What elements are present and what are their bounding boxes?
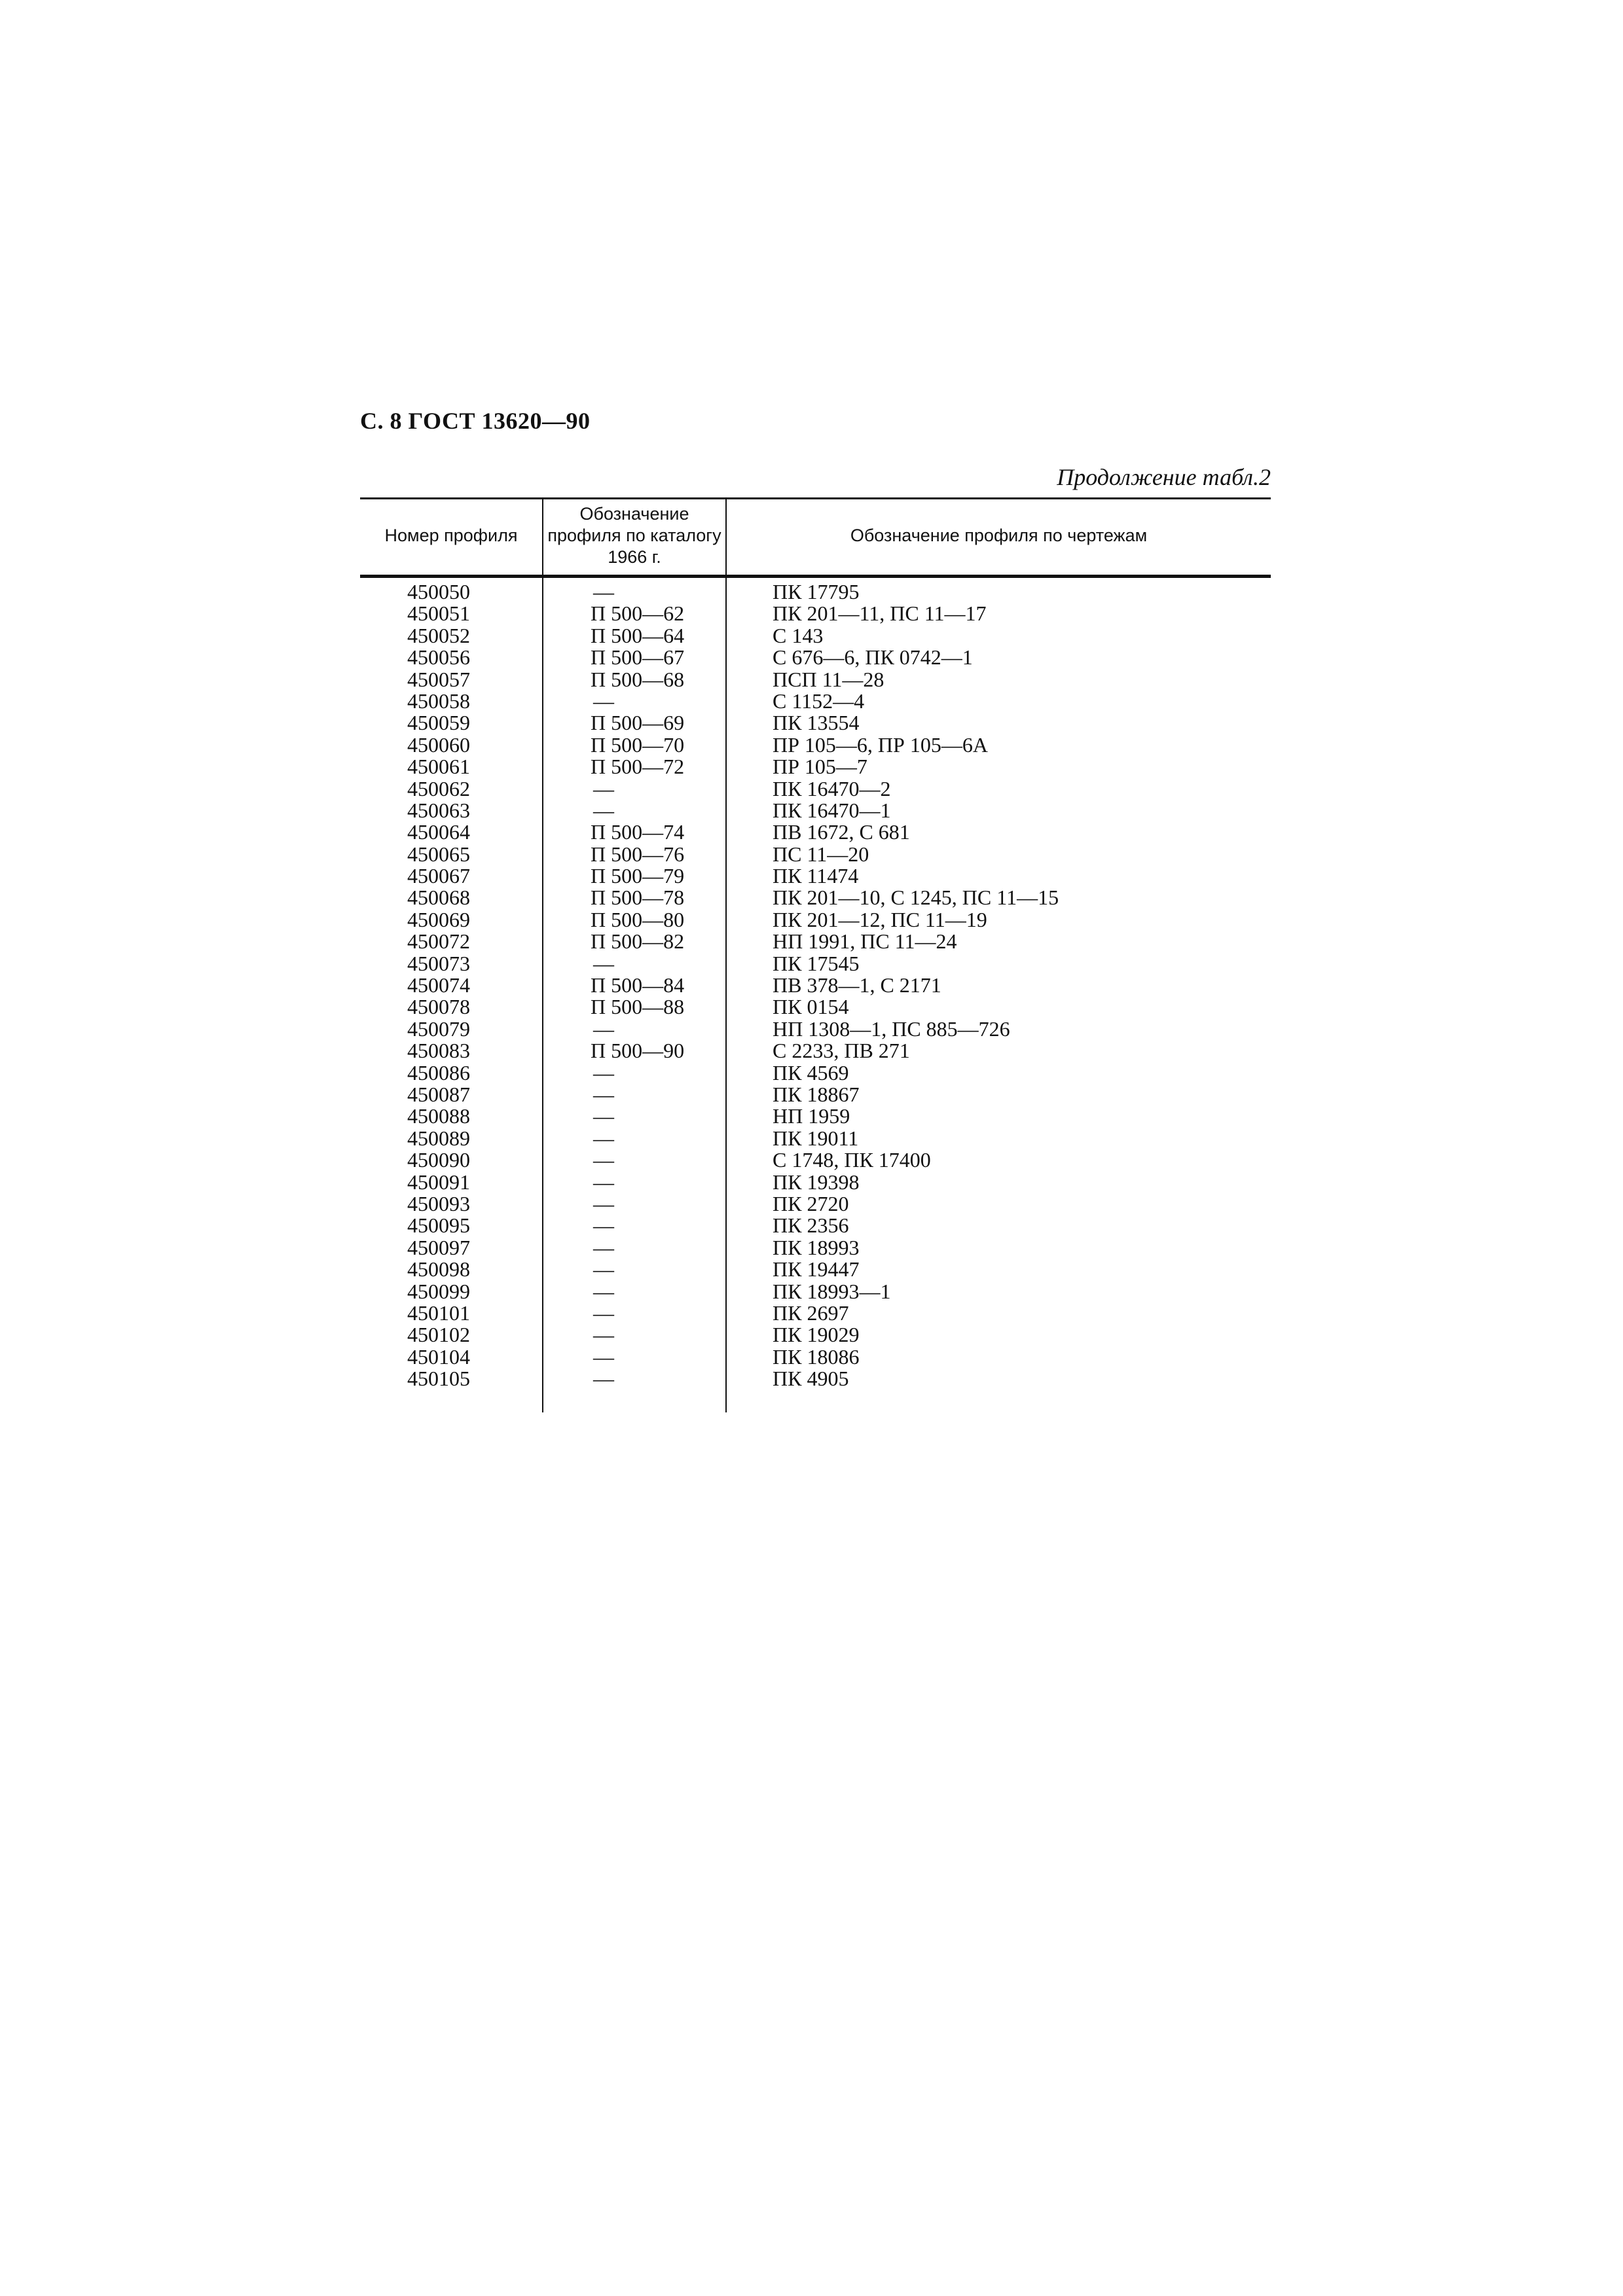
cell-drawing-designation: ПК 11474 <box>773 864 859 888</box>
cell-catalog-designation: — <box>593 1126 614 1150</box>
table-row <box>360 1237 1271 1259</box>
page-header: С. 8 ГОСТ 13620—90 <box>360 408 591 434</box>
cell-profile-number: 450064 <box>407 820 470 844</box>
cell-profile-number: 450105 <box>407 1367 470 1391</box>
cell-catalog-designation: — <box>593 1213 614 1238</box>
cell-profile-number: 450051 <box>407 601 470 626</box>
cell-catalog-designation: — <box>593 1323 614 1347</box>
header-drawing-designation: Обозначение профиля по чертежам <box>850 526 1148 545</box>
cell-profile-number: 450093 <box>407 1191 470 1215</box>
table-row <box>360 865 1271 887</box>
cell-catalog-designation: — <box>593 580 614 603</box>
cell-profile-number: 450068 <box>407 886 470 910</box>
cell-drawing-designation: ПК 19029 <box>773 1323 860 1347</box>
table-row <box>360 581 1271 603</box>
cell-drawing-designation: НП 1308—1, ПС 885—726 <box>773 1016 1010 1041</box>
cell-catalog-designation: П 500—69 <box>591 711 685 735</box>
cell-profile-number: 450072 <box>407 929 470 954</box>
cell-drawing-designation: ПР 105—7 <box>773 755 867 779</box>
cell-profile-number: 450090 <box>407 1148 470 1172</box>
cell-drawing-designation: ПК 4905 <box>773 1367 849 1391</box>
table-row <box>360 1018 1271 1040</box>
profiles-table <box>360 497 1271 1412</box>
table-row <box>360 1215 1271 1236</box>
cell-catalog-designation: П 500—84 <box>591 973 685 997</box>
cell-drawing-designation: НП 1991, ПС 11—24 <box>773 929 957 954</box>
table-row <box>360 996 1271 1018</box>
cell-catalog-designation: П 500—76 <box>591 842 685 866</box>
cell-profile-number: 450101 <box>407 1300 470 1325</box>
cell-catalog-designation: — <box>593 1082 614 1106</box>
cell-drawing-designation: ПК 18993 <box>773 1235 860 1259</box>
table-row <box>360 734 1271 756</box>
cell-drawing-designation: С 1152—4 <box>773 689 865 713</box>
cell-catalog-designation: П 500—67 <box>591 645 685 670</box>
cell-catalog-designation: — <box>593 1235 614 1259</box>
cell-catalog-designation: — <box>593 1279 614 1303</box>
cell-profile-number: 450065 <box>407 842 470 866</box>
table-row <box>360 778 1271 800</box>
cell-profile-number: 450067 <box>407 864 470 888</box>
cell-catalog-designation: — <box>593 1257 614 1282</box>
cell-catalog-designation: П 500—62 <box>591 601 685 626</box>
cell-drawing-designation: ПК 17545 <box>773 951 860 975</box>
table-row <box>360 712 1271 734</box>
cell-catalog-designation: — <box>593 1170 614 1194</box>
table-row <box>360 1193 1271 1215</box>
header-profile-number: Номер профиля <box>384 526 518 545</box>
cell-drawing-designation: ПСП 11—28 <box>773 667 884 691</box>
cell-profile-number: 450073 <box>407 951 470 975</box>
cell-drawing-designation: ПС 11—20 <box>773 842 869 866</box>
cell-profile-number: 450052 <box>407 623 470 647</box>
cell-catalog-designation: П 500—82 <box>591 929 685 954</box>
cell-drawing-designation: ПК 13554 <box>773 711 860 735</box>
cell-profile-number: 450095 <box>407 1213 470 1238</box>
cell-drawing-designation: ПК 19398 <box>773 1170 860 1194</box>
table-row <box>360 1281 1271 1302</box>
cell-drawing-designation: С 1748, ПК 17400 <box>773 1148 931 1172</box>
table-row <box>360 975 1271 996</box>
table-row <box>360 953 1271 975</box>
header-bottom-rule <box>360 575 1271 578</box>
cell-catalog-designation: — <box>593 1060 614 1085</box>
cell-drawing-designation: ПК 201—11, ПС 11—17 <box>773 601 987 626</box>
table-body <box>360 581 1271 1390</box>
table-row <box>360 931 1271 952</box>
cell-drawing-designation: ПВ 378—1, С 2171 <box>773 973 941 997</box>
cell-catalog-designation: — <box>593 1104 614 1128</box>
cell-profile-number: 450057 <box>407 667 470 691</box>
cell-drawing-designation: ПК 18867 <box>773 1082 860 1106</box>
cell-drawing-designation: С 2233, ПВ 271 <box>773 1039 910 1063</box>
table-row <box>360 1062 1271 1084</box>
cell-drawing-designation: С 676—6, ПК 0742—1 <box>773 645 973 670</box>
cell-profile-number: 450058 <box>407 689 470 713</box>
cell-profile-number: 450050 <box>407 580 470 603</box>
table-row <box>360 821 1271 843</box>
cell-catalog-designation: П 500—78 <box>591 886 685 910</box>
cell-catalog-designation: П 500—64 <box>591 623 685 647</box>
table-top-rule <box>360 497 1271 499</box>
cell-catalog-designation: П 500—80 <box>591 907 685 931</box>
table-row <box>360 756 1271 778</box>
table-row <box>360 800 1271 821</box>
table-row <box>360 1172 1271 1193</box>
cell-catalog-designation: — <box>593 1148 614 1172</box>
cell-profile-number: 450079 <box>407 1016 470 1041</box>
cell-profile-number: 450078 <box>407 995 470 1019</box>
cell-drawing-designation: ПК 2697 <box>773 1300 849 1325</box>
table-row <box>360 887 1271 908</box>
cell-catalog-designation: П 500—79 <box>591 864 685 888</box>
table-row <box>360 625 1271 647</box>
cell-catalog-designation: — <box>593 1344 614 1369</box>
cell-profile-number: 450097 <box>407 1235 470 1259</box>
cell-profile-number: 450062 <box>407 776 470 800</box>
cell-profile-number: 450087 <box>407 1082 470 1106</box>
cell-profile-number: 450074 <box>407 973 470 997</box>
cell-catalog-designation: П 500—88 <box>591 995 685 1019</box>
cell-drawing-designation: ПР 105—6, ПР 105—6А <box>773 732 988 757</box>
cell-profile-number: 450060 <box>407 732 470 757</box>
cell-drawing-designation: ПК 201—12, ПС 11—19 <box>773 907 987 931</box>
cell-catalog-designation: — <box>593 951 614 975</box>
table-continuation-label: Продолжение табл.2 <box>1057 464 1271 490</box>
cell-profile-number: 450059 <box>407 711 470 735</box>
cell-profile-number: 450089 <box>407 1126 470 1150</box>
table-row <box>360 1259 1271 1280</box>
cell-catalog-designation: П 500—72 <box>591 755 685 779</box>
table-row <box>360 691 1271 712</box>
table-row <box>360 844 1271 865</box>
cell-drawing-designation: ПК 18086 <box>773 1344 860 1369</box>
cell-catalog-designation: П 500—70 <box>591 732 685 757</box>
cell-profile-number: 450083 <box>407 1039 470 1063</box>
cell-profile-number: 450099 <box>407 1279 470 1303</box>
cell-drawing-designation: ПК 17795 <box>773 580 860 603</box>
cell-profile-number: 450063 <box>407 798 470 822</box>
table-row <box>360 669 1271 691</box>
cell-profile-number: 450086 <box>407 1060 470 1085</box>
cell-drawing-designation: ПК 4569 <box>773 1060 849 1085</box>
cell-catalog-designation: — <box>593 1191 614 1215</box>
cell-drawing-designation: ПК 16470—1 <box>773 798 891 822</box>
cell-drawing-designation: ПК 201—10, С 1245, ПС 11—15 <box>773 886 1059 910</box>
header-catalog-designation: Обозначение профиля по каталогу 1966 г. <box>547 504 721 567</box>
cell-drawing-designation: ПК 19447 <box>773 1257 860 1282</box>
cell-catalog-designation: П 500—68 <box>591 667 685 691</box>
cell-catalog-designation: — <box>593 776 614 800</box>
cell-catalog-designation: — <box>593 798 614 822</box>
cell-profile-number: 450091 <box>407 1170 470 1194</box>
cell-catalog-designation: — <box>593 689 614 713</box>
cell-profile-number: 450069 <box>407 907 470 931</box>
cell-drawing-designation: НП 1959 <box>773 1104 850 1128</box>
cell-drawing-designation: С 143 <box>773 623 824 647</box>
cell-catalog-designation: — <box>593 1016 614 1041</box>
cell-drawing-designation: ПК 19011 <box>773 1126 859 1150</box>
table-row <box>360 603 1271 624</box>
cell-catalog-designation: — <box>593 1367 614 1391</box>
cell-drawing-designation: ПК 18993—1 <box>773 1279 891 1303</box>
table-row <box>360 1149 1271 1171</box>
cell-drawing-designation: ПК 16470—2 <box>773 776 891 800</box>
cell-catalog-designation: — <box>593 1300 614 1325</box>
cell-profile-number: 450056 <box>407 645 470 670</box>
cell-profile-number: 450061 <box>407 755 470 779</box>
table-row <box>360 1324 1271 1346</box>
cell-drawing-designation: ПК 0154 <box>773 995 849 1019</box>
table-row <box>360 1302 1271 1324</box>
table-row <box>360 647 1271 668</box>
cell-profile-number: 450104 <box>407 1344 470 1369</box>
table-row <box>360 1346 1271 1368</box>
table-row <box>360 1368 1271 1390</box>
cell-drawing-designation: ПК 2356 <box>773 1213 849 1238</box>
cell-catalog-designation: П 500—90 <box>591 1039 685 1063</box>
cell-drawing-designation: ПВ 1672, С 681 <box>773 820 910 844</box>
table-row <box>360 1105 1271 1127</box>
cell-profile-number: 450088 <box>407 1104 470 1128</box>
cell-profile-number: 450102 <box>407 1323 470 1347</box>
cell-drawing-designation: ПК 2720 <box>773 1191 849 1215</box>
table-row <box>360 1128 1271 1149</box>
table-row <box>360 1084 1271 1105</box>
cell-profile-number: 450098 <box>407 1257 470 1282</box>
cell-catalog-designation: П 500—74 <box>591 820 685 844</box>
table-row <box>360 909 1271 931</box>
table-row <box>360 1040 1271 1062</box>
